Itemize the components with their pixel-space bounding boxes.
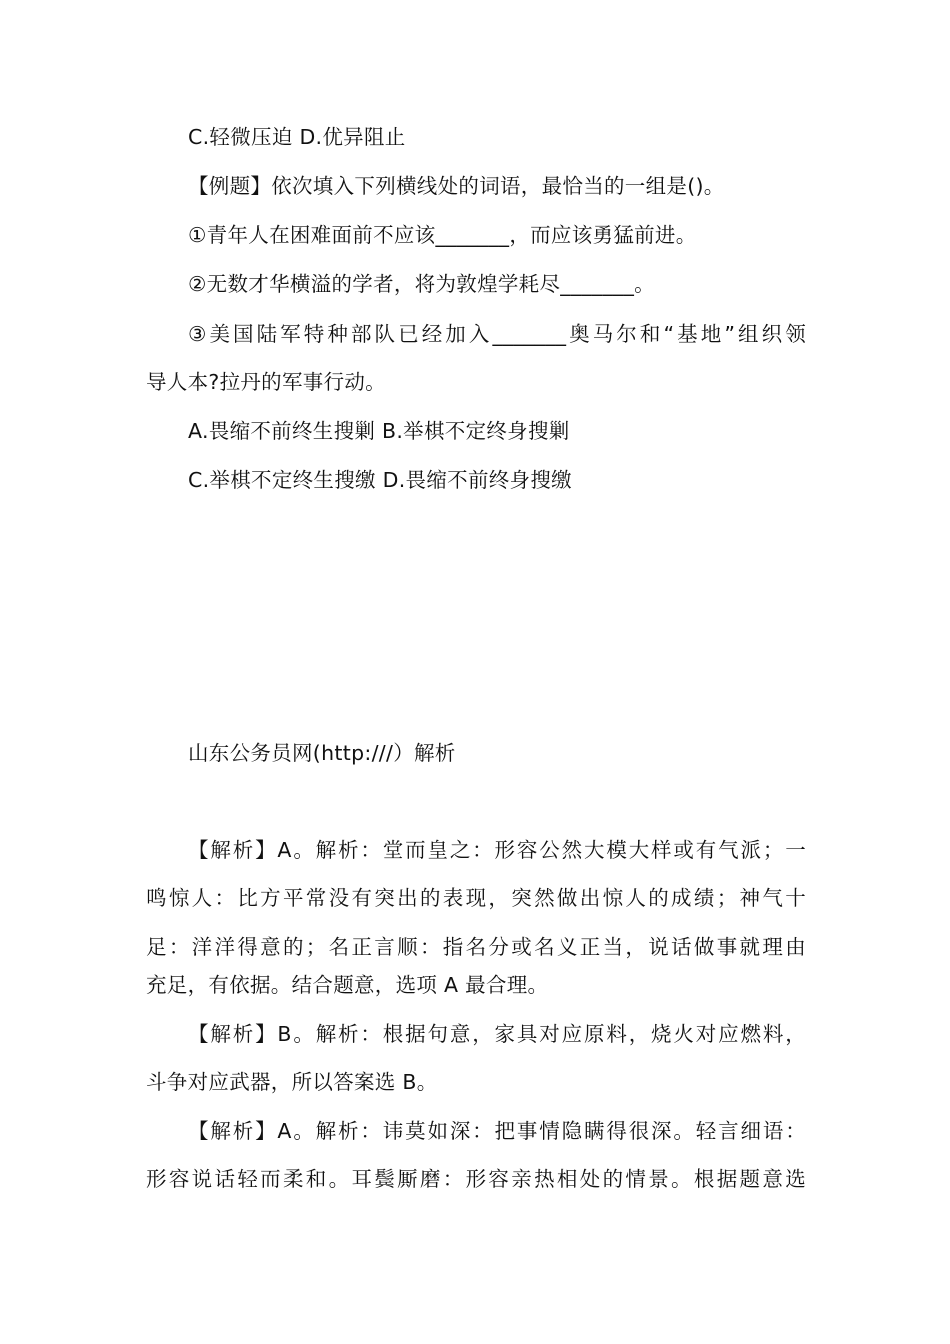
answer-options-cd: C.举棋不定终生搜缴 D.畏缩不前终身搜缴	[188, 468, 572, 492]
question-item-2: ②无数才华横溢的学者，将为敦煌学耗尽_______。	[188, 272, 655, 296]
analysis-1-line-3: 足：洋洋得意的；名正言顺：指名分或名义正当，说话做事就理由	[146, 935, 806, 959]
question-item-3-line-1: ③美国陆军特种部队已经加入_______奥马尔和“基地”组织领	[188, 322, 806, 346]
source-heading: 山东公务员网(http:///）解析	[188, 741, 456, 765]
answer-options-ab: A.畏缩不前终生搜剿 B.举棋不定终身搜剿	[188, 419, 570, 443]
question-item-1: ①青年人在困难面前不应该_______，而应该勇猛前进。	[188, 223, 697, 247]
example-question-title: 【例题】依次填入下列横线处的词语，最恰当的一组是()。	[188, 174, 725, 198]
analysis-3-line-1: 【解析】A。解析：讳莫如深：把事情隐瞒得很深。轻言细语：	[188, 1119, 806, 1143]
analysis-1-line-1: 【解析】A。解析：堂而皇之：形容公然大模大样或有气派；一	[188, 838, 806, 862]
analysis-2-line-2: 斗争对应武器，所以答案选 B。	[146, 1070, 438, 1094]
analysis-1-line-4: 充足，有依据。结合题意，选项 A 最合理。	[146, 973, 549, 997]
question-item-3-line-2: 导人本?拉丹的军事行动。	[146, 370, 386, 394]
analysis-3-line-2: 形容说话轻而柔和。耳鬓厮磨：形容亲热相处的情景。根据题意选	[146, 1167, 806, 1191]
analysis-1-line-2: 鸣惊人：比方平常没有突出的表现，突然做出惊人的成绩；神气十	[146, 886, 806, 910]
previous-options-cd: C.轻微压迫 D.优异阻止	[188, 125, 406, 149]
analysis-2-line-1: 【解析】B。解析：根据句意，家具对应原料，烧火对应燃料，	[188, 1022, 806, 1046]
